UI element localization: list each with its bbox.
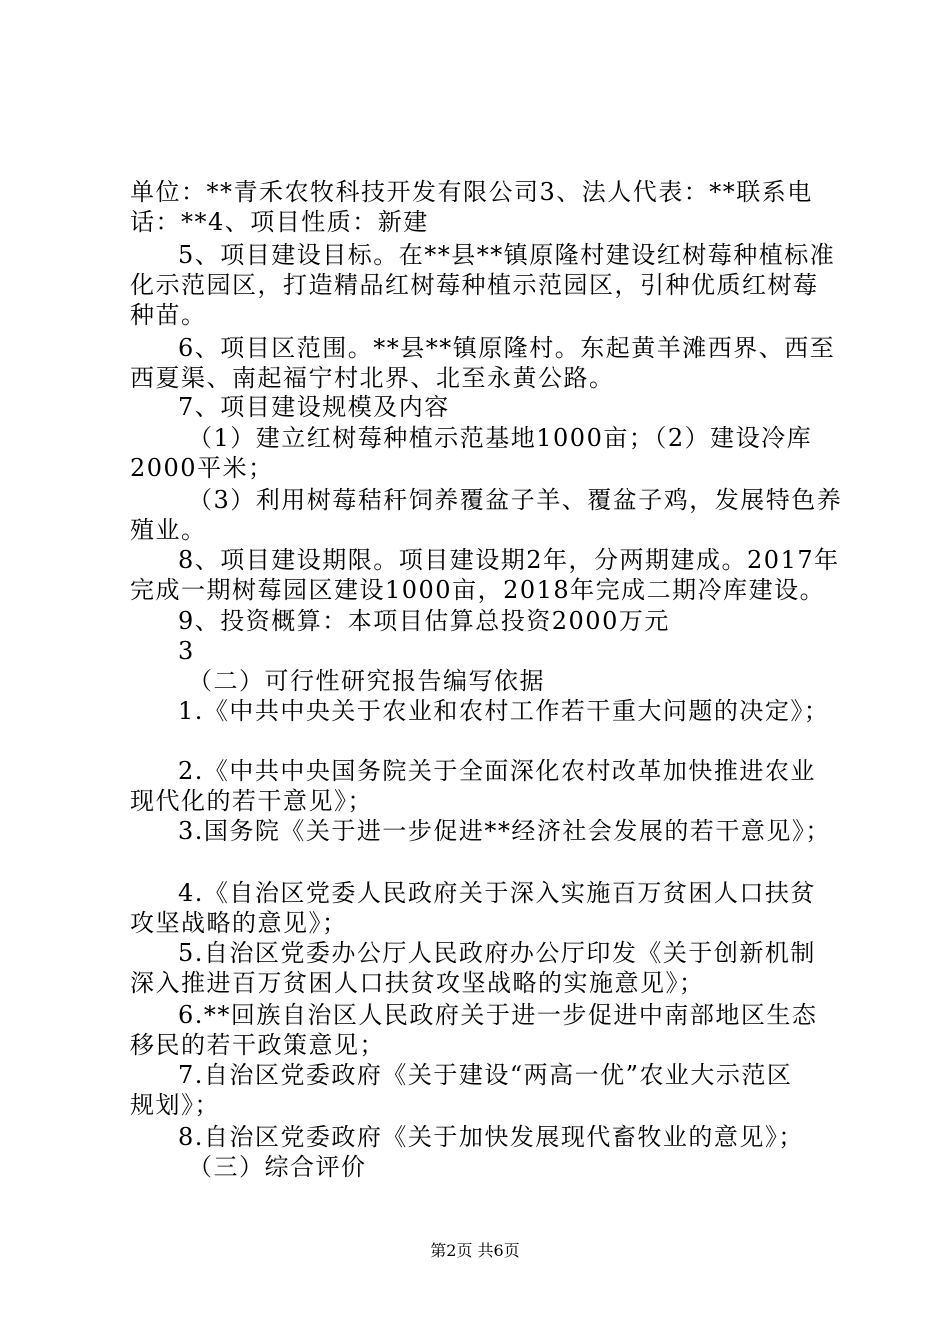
text-line: 6、项目区范围。**县**镇原隆村。东起黄羊滩西界、西至 <box>178 334 836 362</box>
text-line: （3）利用树莓秸秆饲养覆盆子羊、覆盆子鸡，发展特色养 <box>188 486 843 514</box>
text-line: 深入推进百万贫困人口扶贫攻坚战略的实施意见》； <box>130 969 705 997</box>
text-line: 3.国务院《关于进一步促进**经济社会发展的若干意见》； <box>178 817 831 845</box>
text-line: 化示范园区，打造精品红树莓种植示范园区，引种优质红树莓 <box>130 271 819 299</box>
section-heading: （二）可行性研究报告编写依据 <box>188 667 545 695</box>
text-line: 移民的若干政策意见； <box>130 1031 385 1059</box>
text-line: 5、项目建设目标。在**县**镇原隆村建设红树莓种植标准 <box>178 241 836 269</box>
text-line: 4.《自治区党委人民政府关于深入实施百万贫困人口扶贫 <box>178 879 816 907</box>
text-line: 9、投资概算：本项目估算总投资2000万元 <box>178 607 670 635</box>
text-line: 8.自治区党委政府《关于加快发展现代畜牧业的意见》； <box>178 1123 804 1151</box>
text-line: 种苗。 <box>130 301 207 329</box>
section-heading: （三）综合评价 <box>188 1153 367 1181</box>
text-line: 7、项目建设规模及内容 <box>178 393 450 421</box>
text-line: （1）建立红树莓种植示范基地1000亩；（2）建设冷库 <box>188 424 813 452</box>
text-line: 6.**回族自治区人民政府关于进一步促进中南部地区生态 <box>178 1001 818 1029</box>
text-line: 现代化的若干意见》； <box>130 787 373 815</box>
text-line: 单位：**青禾农牧科技开发有限公司3、法人代表：**联系电 <box>130 178 813 206</box>
text-line: 8、项目建设期限。项目建设期2年，分两期建成。2017年 <box>178 546 840 574</box>
page-footer: 第2页 共6页 <box>430 1241 520 1260</box>
text-line: 攻坚战略的意见》； <box>130 909 348 937</box>
text-line: 3 <box>178 637 195 665</box>
text-line: 完成一期树莓园区建设1000亩，2018年完成二期冷库建设。 <box>130 576 826 604</box>
text-line: 1.《中共中央关于农业和农村工作若干重大问题的决定》； <box>178 697 830 725</box>
text-line: 规划》； <box>130 1091 220 1119</box>
text-line: 西夏渠、南起福宁村北界、北至永黄公路。 <box>130 364 615 392</box>
text-line: 殖业。 <box>130 516 207 544</box>
text-line: 话：**4、项目性质：新建 <box>130 208 429 236</box>
text-line: 5.自治区党委办公厅人民政府办公厅印发《关于创新机制 <box>178 939 816 967</box>
text-line: 2000平米； <box>130 454 274 482</box>
text-line: 7.自治区党委政府《关于建设“两高一优”农业大示范区 <box>178 1061 793 1089</box>
text-line: 2.《中共中央国务院关于全面深化农村改革加快推进农业 <box>178 757 816 785</box>
